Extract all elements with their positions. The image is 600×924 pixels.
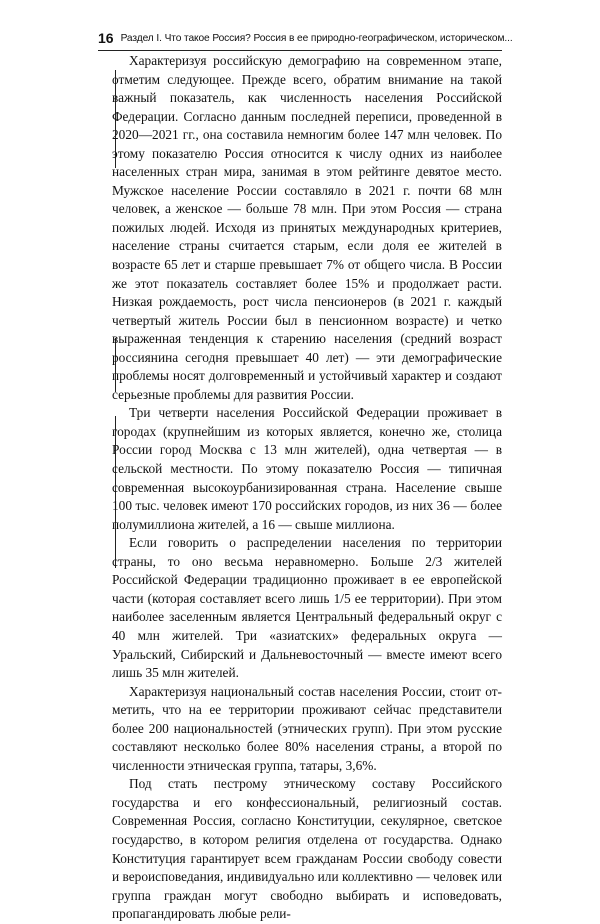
page-body xyxy=(112,52,502,924)
header-rule xyxy=(98,50,502,51)
running-header xyxy=(98,26,513,50)
paragraph: Под стать пестрому этническому составу Российского государства и его конфессиональный, религиозный состав. Современная Россия, согласно Конституции, секулярное, светское государство, в котором религия отделена от государства. Однако Конституция гарантирует всем гражданам России свободу совести и вероисповедания, индивидуально или коллективно — человек или группа граждан могут свободно выбирать и исповедовать, пропагандировать любые рели- xyxy=(112,776,502,922)
page-number: 16 xyxy=(98,30,114,46)
paragraph: Характеризуя национальный состав населения России, стоит отметить, что на ее территории проживают сейчас представители более 200 национальностей (этнических групп). При этом русские составляют несколько более 80% населения страны, а второй по численности этническая группа, татары, 3,6%. xyxy=(112,683,502,773)
paragraph: Три четверти населения Российской Федерации проживает в городах (крупнейшим из которых является, конечно же, столица России город Москва с 13 млн жителей), одна четвертая — в сельской местности. По этому показателю Россия — типичная современная высокоурбанизированная страна. Население свыше 100 тыс. человек имеют 170 российских городов, из них 36 — более полумиллиона жителей, а 16 — свыше миллиона. xyxy=(112,405,502,532)
paragraph: Характеризуя российскую демографию на современном этапе, отметим следующее. Прежде всего, обратим внимание на такой важный показатель, как численность населения Российской Федерации. Согласно данным последней переписи, проведенной в 2020—2021 гг., она составила немногим более 147 млн человек. По этому показателю Россия относится к числу одних из наиболее населенных стран мира, занимая в этом рейтинге девятое место. Мужское население России составляло в 2021 г. почти 68 млн человек, а женское — больше 78 млн. При этом Россия — страна пожилых людей. Исходя из принятых международных критериев, население страны считается старым, если доля ее жителей в возрасте 65 лет и старше превышает 7% от общего числа. В России же этот показатель составляет более 15% и продолжает расти. Низкая рождаемость, рост числа пенсионеров (в 2021 г. каждый четвертый житель России был в пенсионном возрасте) и четко выраженная тенденция к старению населения (средний возраст россиянина сегодня превышает 40 лет) — эти демографические проблемы носят долговременный и устойчивый характер и создают серьезные проблемы для развития России. xyxy=(112,53,502,402)
running-title: Раздел I. Что такое Россия? Россия в ее природно-географическом, историческом... xyxy=(120,32,513,44)
paragraph: Если говорить о распределении населения по территории страны, то оно весьма неравномерно. Больше 2/3 жителей Российской Федерации традиционно проживает в ее европейской части (которая составляет всего лишь 1/5 ее территории). При этом наиболее заселенным является Центральный федеральный округ с 40 млн жителей. Три «азиатских» федеральных округа — Уральский, Сибирский и Дальневосточный — вместе имеют всего лишь 35 млн жителей. xyxy=(112,535,502,681)
